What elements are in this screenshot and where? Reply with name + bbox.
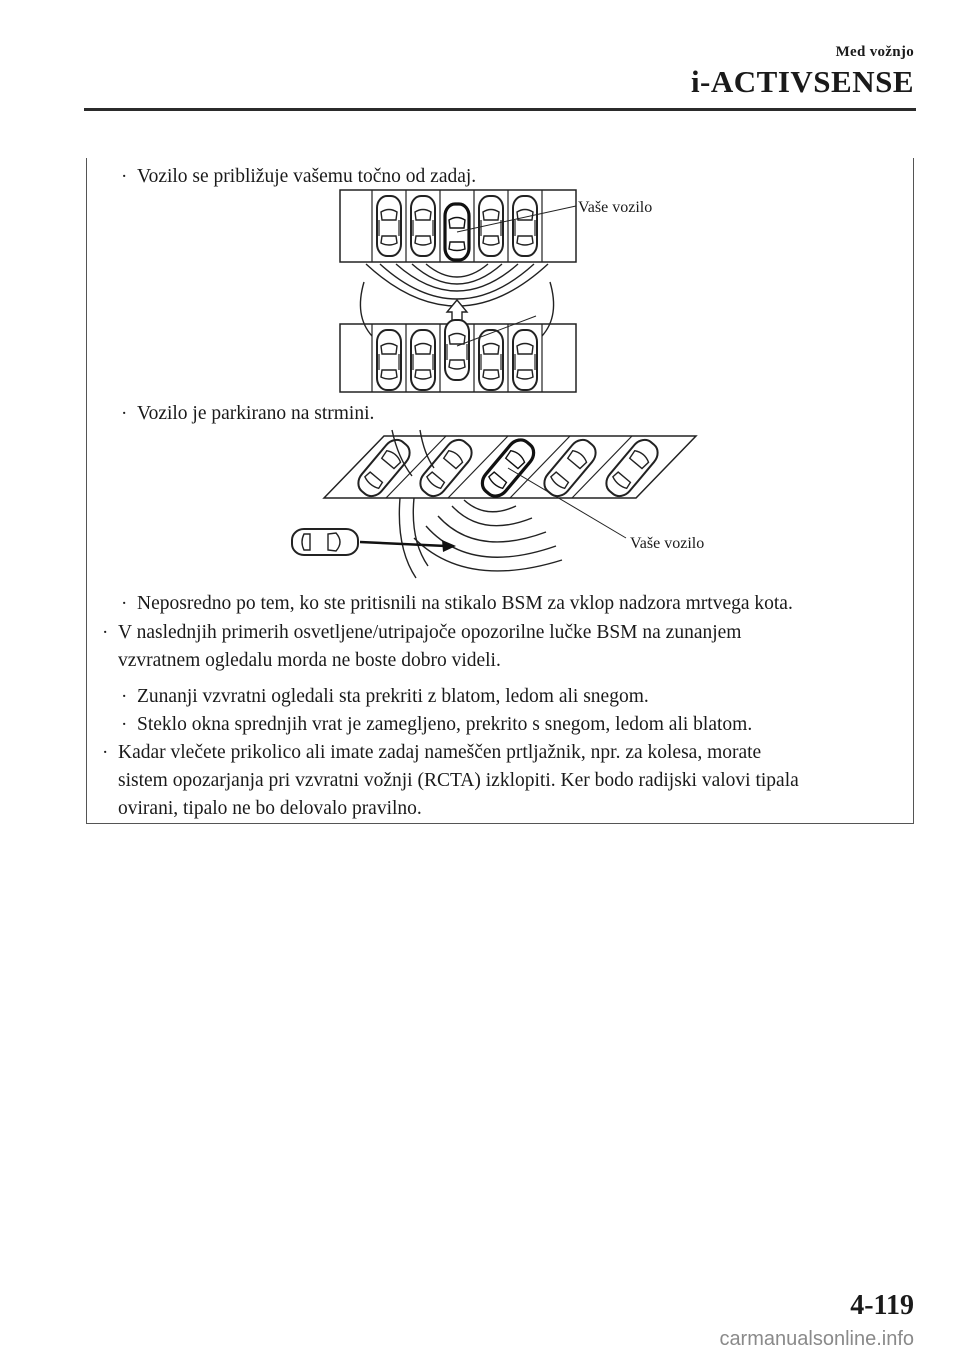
sub-item-approaching-from-behind: Vozilo se približuje vašemu točno od zadaj. <box>137 166 477 187</box>
bullet-bsm-visibility-line-1: V naslednjih primerih osvetljene/utripajoče opozorilne lučke BSM na zunanjem <box>118 622 742 643</box>
bullet-trailer-line-2: sistem opozarjanja pri vzvratni vožnji (RCTA) izklopiti. Ker bodo radijski valovi tipala <box>118 770 799 791</box>
bullet-bsm-visibility-line-2: vzvratnem ogledalu morda ne boste dobro videli. <box>118 650 501 671</box>
diagram-1-callout: Vaše vozilo <box>578 199 653 216</box>
section-title: Med vožnjo <box>835 44 914 60</box>
bullet-trailer-line-3: ovirani, tipalo ne bo delovalo pravilno. <box>118 798 422 819</box>
sub-bullet: · <box>121 403 128 424</box>
diagram-2-callout: Vaše vozilo <box>630 535 705 552</box>
main-bullet: · <box>102 742 109 763</box>
header-divider <box>84 108 916 111</box>
sub-bullet: · <box>121 714 128 735</box>
diagram-slope-parking <box>286 428 706 588</box>
main-bullet: · <box>102 622 109 643</box>
watermark: carmanualsonline.info <box>719 1328 914 1350</box>
sub-item-window-fogged: Steklo okna sprednjih vrat je zamegljeno, prekrito s snegom, ledom ali blatom. <box>137 714 753 735</box>
chapter-title: i-ACTIVSENSE <box>690 64 914 99</box>
sub-bullet: · <box>121 166 128 187</box>
sub-item-mirrors-covered: Zunanji vzvratni ogledali sta prekriti z blatom, ledom ali snegom. <box>137 686 649 707</box>
sub-bullet: · <box>121 593 128 614</box>
page-number: 4-119 <box>850 1290 914 1321</box>
bullet-trailer-line-1: Kadar vlečete prikolico ali imate zadaj nameščen prtljažnik, npr. za kolesa, morate <box>118 742 762 763</box>
sub-item-parked-on-slope: Vozilo je parkirano na strmini. <box>137 403 375 424</box>
sub-bullet: · <box>121 686 128 707</box>
sub-item-after-bsm-switch: Neposredno po tem, ko ste pritisnili na stikalo BSM za vklop nadzora mrtvega kota. <box>137 593 793 614</box>
